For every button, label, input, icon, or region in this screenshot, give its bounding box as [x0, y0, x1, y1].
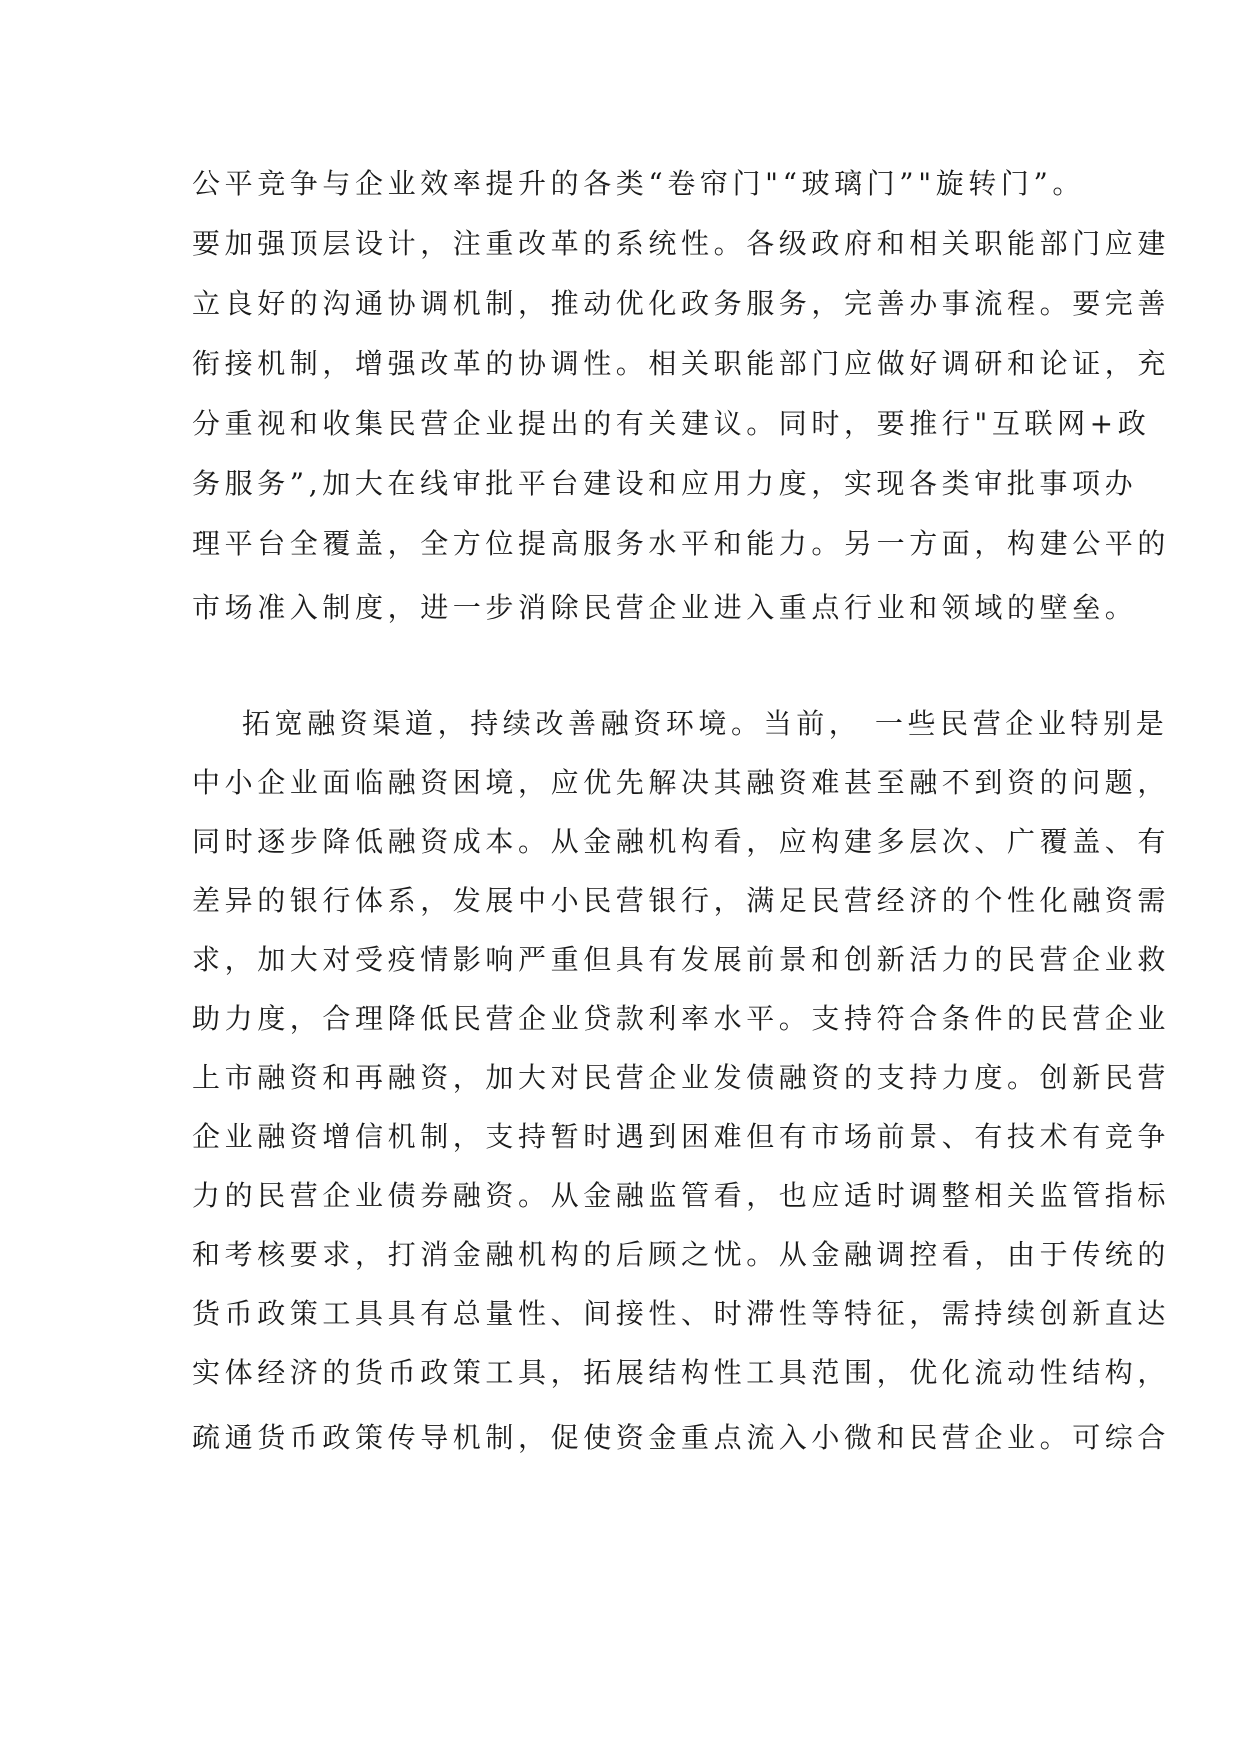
paragraph-line: 企业融资增信机制，支持暂时遇到困难但有市场前景、有技术有竞争: [192, 1120, 1171, 1153]
paragraph-line: 力的民营企业债券融资。从金融监管看，也应适时调整相关监管指标: [192, 1179, 1171, 1212]
paragraph-line: 差异的银行体系，发展中小民营银行，满足民营经济的个性化融资需: [192, 884, 1171, 917]
paragraph-line: 公平竞争与企业效率提升的各类“卷帘门"“玻璃门”"旋转门”。: [192, 167, 1086, 200]
paragraph-line: 助力度，合理降低民营企业贷款利率水平。支持符合条件的民营企业: [192, 1002, 1171, 1035]
paragraph-line: 要加强顶层设计，注重改革的系统性。各级政府和相关职能部门应建: [192, 227, 1171, 260]
paragraph-line: 疏通货币政策传导机制，促使资金重点流入小微和民营企业。可综合: [192, 1421, 1171, 1454]
paragraph-line: 上市融资和再融资，加大对民营企业发债融资的支持力度。创新民营: [192, 1061, 1171, 1094]
paragraph-line: 理平台全覆盖，全方位提高服务水平和能力。另一方面，构建公平的: [192, 527, 1171, 560]
paragraph-line: 中小企业面临融资困境，应优先解决其融资难甚至融不到资的问题，: [192, 766, 1171, 799]
paragraph-line: 求，加大对受疫情影响严重但具有发展前景和创新活力的民营企业救: [192, 943, 1171, 976]
paragraph-line: 同时逐步降低融资成本。从金融机构看，应构建多层次、广覆盖、有: [192, 825, 1171, 858]
paragraph-line: 和考核要求，打消金融机构的后顾之忧。从金融调控看，由于传统的: [192, 1238, 1171, 1271]
paragraph-line: 货币政策工具具有总量性、间接性、时滞性等特征，需持续创新直达: [192, 1297, 1171, 1330]
paragraph-line: 衔接机制，增强改革的协调性。相关职能部门应做好调研和论证，充: [192, 347, 1171, 380]
paragraph-line: 分重视和收集民营企业提出的有关建议。同时，要推行"互联网+政: [192, 407, 1151, 440]
paragraph-line: 市场准入制度，进一步消除民营企业进入重点行业和领域的壁垒。: [192, 591, 1138, 624]
paragraph-line: 拓宽融资渠道，持续改善融资环境。当前， 一些民营企业特别是: [242, 707, 1169, 740]
paragraph-line: 实体经济的货币政策工具，拓展结构性工具范围，优化流动性结构，: [192, 1356, 1171, 1389]
paragraph-line: 立良好的沟通协调机制，推动优化政务服务，完善办事流程。要完善: [192, 287, 1171, 320]
paragraph-line: 务服务”,加大在线审批平台建设和应用力度，实现各类审批事项办: [192, 467, 1138, 500]
